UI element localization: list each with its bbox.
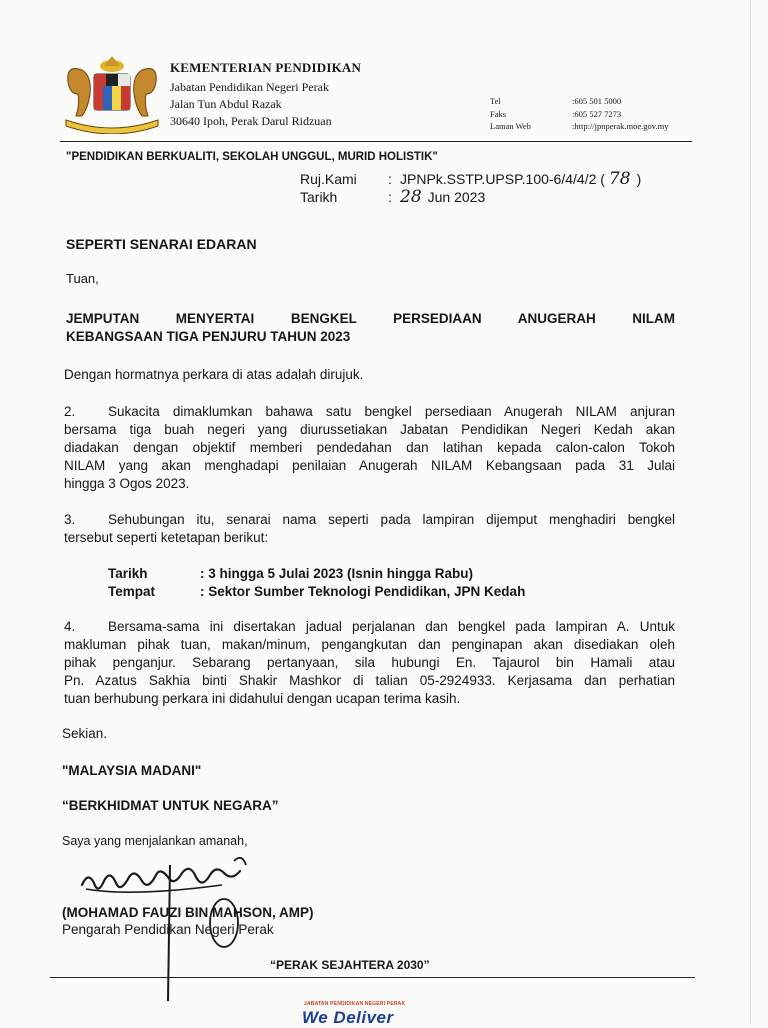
date-month-year: Jun 2023 [427, 189, 486, 205]
department-name: Jabatan Pendidikan Negeri Perak [170, 80, 329, 94]
paragraph-line: bersama tiga buah negeri yang diurussetiakan Jabatan Pendidikan Negeri Kedah akan [64, 422, 675, 437]
paragraph-number: 3. [64, 512, 76, 527]
event-venue-label: Tempat [108, 584, 156, 599]
reference-label: Ruj.Kami [300, 171, 357, 187]
reference-colon: : [388, 171, 392, 187]
paragraph-3 [64, 511, 675, 547]
date-colon: : [388, 189, 392, 205]
contact-row-fax [490, 108, 668, 121]
reference-close: ) [636, 171, 642, 187]
reference-handwritten-number: 78 [608, 169, 631, 189]
signer-position: Pengarah Pendidikan Negeri Perak [62, 922, 274, 937]
national-slogan: "MALAYSIA MADANI" [62, 763, 202, 778]
reference-row [300, 170, 641, 188]
header-divider [60, 141, 692, 142]
paragraph-number: 2. [64, 404, 76, 419]
reference-block [300, 170, 641, 206]
ministry-motto: "PENDIDIKAN BERKUALITI, SEKOLAH UNGGUL, MURID HOLISTIK" [66, 151, 438, 163]
contact-block [490, 95, 668, 133]
footer-logo-caption: JABATAN PENDIDIKAN NEGERI PERAK [304, 1001, 406, 1007]
contact-label: Laman Web [490, 121, 531, 131]
footer-logo-text: We Deliver [302, 1008, 394, 1027]
paragraph-line: Pn. Azatus Sakhia binti Shakir Mashkor di talian 05-2924933. Kerjasama dan perhatian [64, 673, 675, 688]
salutation: Tuan, [66, 271, 99, 286]
paragraph-line: 2. Sukacita dimaklumkan bahawa satu bengkel persediaan Anugerah NILAM anjuran [64, 404, 675, 419]
ministry-header [170, 60, 361, 130]
paragraph-line: pihak penganjur. Sebarang pertanyaan, sila hubungi En. Tajaurol bin Hamali atau [64, 655, 675, 670]
contact-value: :605 527 7273 [572, 108, 622, 119]
letter-subject [66, 310, 675, 346]
paragraph-2 [64, 403, 675, 493]
we-deliver-logo [300, 998, 440, 1027]
address-line-1: Jalan Tun Abdul Razak [170, 97, 282, 111]
paragraph-line: hingga 3 Ogos 2023. [64, 476, 190, 491]
addressee: SEPERTI SENARAI EDARAN [66, 236, 257, 252]
paragraph-4 [64, 618, 675, 708]
paragraph-line: 4. Bersama-sama ini disertakan jadual perjalanan dan bengkel pada lampiran A. Untuk [64, 619, 675, 634]
reference-number: JPNPk.SSTP.UPSP.100-6/4/4/2 ( [400, 171, 605, 187]
date-row [300, 188, 641, 206]
paragraph-line: tersebut seperti ketetapan berikut: [64, 530, 269, 545]
signer-name: (MOHAMAD FAUZI BIN MAHSON, AMP) [62, 905, 314, 920]
event-venue-value: : Sektor Sumber Teknologi Pendidikan, JPN Kedah [200, 584, 526, 599]
closing-word: Sekian. [62, 726, 108, 741]
trust-line: Saya yang menjalankan amanah, [62, 834, 248, 848]
contact-label: Tel [490, 96, 501, 106]
address-line-2: 30640 Ipoh, Perak Darul Ridzuan [170, 114, 332, 128]
event-date-value: : 3 hingga 5 Julai 2023 (Isnin hingga Rabu) [200, 566, 474, 581]
paragraph-line: makluman pihak tuan, makan/minum, pengangkutan dan penginapan akan disediakan oleh [64, 637, 675, 652]
contact-value: :http://jpnperak.moe.gov.my [572, 121, 669, 131]
subject-line-2: KEBANGSAAN TIGA PENJURU TAHUN 2023 [66, 329, 351, 344]
paragraph-line: 3. Sehubungan itu, senarai nama seperti pada lampiran dijemput menghadiri bengkel [64, 512, 675, 527]
event-date-row [108, 565, 525, 583]
contact-label: Faks [490, 108, 507, 119]
event-venue-row [108, 583, 525, 601]
subject-line-1: JEMPUTAN MENYERTAI BENGKEL PERSEDIAAN ANUGERAH NILAM [66, 311, 675, 326]
contact-row-tel [490, 95, 668, 108]
date-label: Tarikh [300, 189, 338, 205]
event-date-label: Tarikh [108, 566, 148, 581]
footer-motto: “PERAK SEJAHTERA 2030” [270, 958, 430, 972]
contact-row-web [490, 120, 668, 133]
event-details [108, 565, 525, 601]
contact-value: :605 501 5000 [572, 96, 622, 106]
date-handwritten-day: 28 [400, 187, 422, 207]
paragraph-line: tuan berhubung perkara ini didahului dengan ucapan terima kasih. [64, 691, 461, 706]
scan-edge [750, 0, 751, 1024]
paragraph-number: 4. [64, 619, 76, 634]
paragraph-line: diadakan dengan objektif memberi pendedahan dan latihan kepada calon-calon Tokoh [64, 440, 675, 455]
paragraph-line: NILAM yang akan menghadapi penilaian Anugerah NILAM Kebangsaan pada 31 Julai [64, 458, 675, 473]
ministry-name: KEMENTERIAN PENDIDIKAN [170, 60, 362, 75]
intro-paragraph: Dengan hormatnya perkara di atas adalah dirujuk. [64, 367, 364, 382]
service-slogan: “BERKHIDMAT UNTUK NEGARA” [62, 798, 279, 813]
footer-divider [50, 977, 695, 978]
coat-of-arms-icon [60, 54, 164, 134]
